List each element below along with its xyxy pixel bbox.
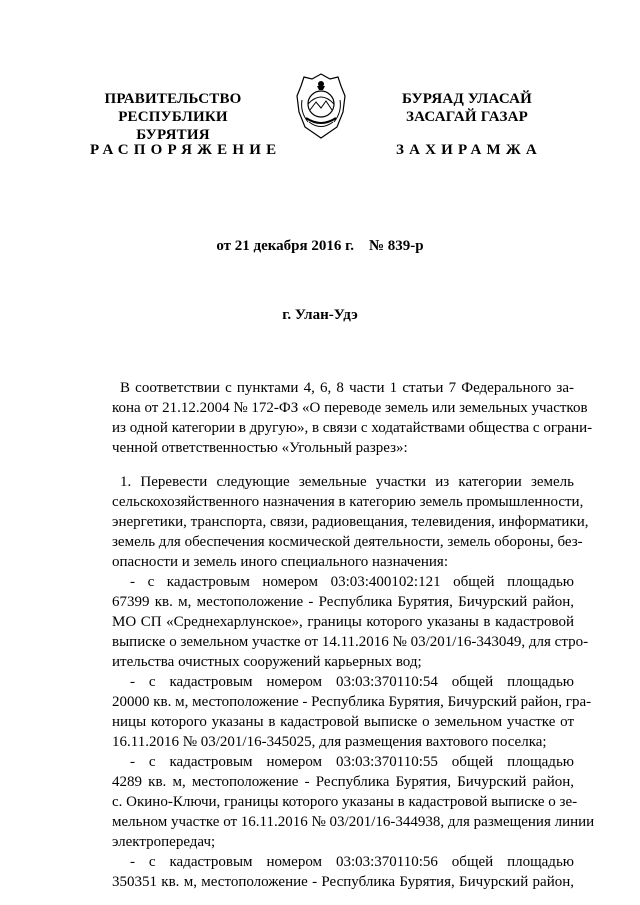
body-line: 20000 кв. м, местоположение - Республика Бурятия, Бичурский район, гра- xyxy=(112,694,592,710)
body-line: 67399 кв. м, местоположение - Республика Бурятия, Бичурский район, xyxy=(112,594,574,610)
body-line: сельскохозяйственного назначения в категорию земель промышленности, xyxy=(112,494,584,510)
document-city: г. Улан-Удэ xyxy=(282,307,358,323)
government-name-ru-line1: ПРАВИТЕЛЬСТВО xyxy=(104,91,242,107)
body-line: В соответствии с пунктами 4, 6, 8 части 1 статьи 7 Федерального за- xyxy=(120,380,574,396)
body-line: - с кадастровым номером 03:03:370110:56 общей площадью xyxy=(130,854,574,870)
government-name-ru-line2: РЕСПУБЛИКИ БУРЯТИЯ xyxy=(118,109,228,143)
body-line: опасности и земель иного специального назначения: xyxy=(112,554,448,570)
body-line: ительства очистных сооружений карьерных вод; xyxy=(112,654,422,670)
body-line: - с кадастровым номером 03:03:400102:121 общей площадью xyxy=(130,574,574,590)
body-line: ницы которого указаны в кадастровой выписке о земельном участке от xyxy=(112,714,574,730)
government-name-bua-line2: ЗАСАГАЙ ГАЗАР xyxy=(406,109,528,125)
body-line: 4289 кв. м, местоположение - Республика Бурятия, Бичурский район, xyxy=(112,774,574,790)
body-line: земель для обеспечения космической деятельности, земель обороны, без- xyxy=(112,534,583,550)
body-line: - с кадастровым номером 03:03:370110:55 общей площадью xyxy=(130,754,574,770)
body-line: 1. Перевести следующие земельные участки из категории земель xyxy=(120,474,574,490)
body-line: 16.11.2016 № 03/201/16-345025, для размещения вахтового поселка; xyxy=(112,734,547,750)
document-type-ru: РАСПОРЯЖЕНИЕ xyxy=(90,142,282,158)
body-line: с. Окино-Ключи, границы которого указаны в кадастровой выписке о зе- xyxy=(112,794,578,810)
body-line: кона от 21.12.2004 № 172-ФЗ «О переводе земель или земельных участков xyxy=(112,400,588,416)
body-line: МО СП «Среднехарлунское», границы которого указаны в кадастровой xyxy=(112,614,574,630)
document-date-number: от 21 декабря 2016 г. № 839-р xyxy=(216,238,424,254)
body-line: электропередач; xyxy=(112,834,216,850)
coat-of-arms-emblem xyxy=(294,72,348,140)
body-line: выписке о земельном участке от 14.11.2016 № 03/201/16-343049, для стро- xyxy=(112,634,589,650)
body-line: 350351 кв. м, местоположение - Республика Бурятия, Бичурский район, xyxy=(112,874,574,890)
body-line: ченной ответственностью «Угольный разрез»: xyxy=(112,440,408,456)
body-line: мельном участке от 16.11.2016 № 03/201/16-344938, для размещения линии xyxy=(112,814,595,830)
body-line: энергетики, транспорта, связи, радиовещания, телевидения, информатики, xyxy=(112,514,589,530)
body-line: - с кадастровым номером 03:03:370110:54 общей площадью xyxy=(130,674,574,690)
document-type-bua: ЗАХИРАМЖА xyxy=(396,142,542,158)
body-line: из одной категории в другую», в связи с ходатайствами общества с ограни- xyxy=(112,420,593,436)
government-name-bua-line1: БУРЯАД УЛАСАЙ xyxy=(401,91,533,107)
